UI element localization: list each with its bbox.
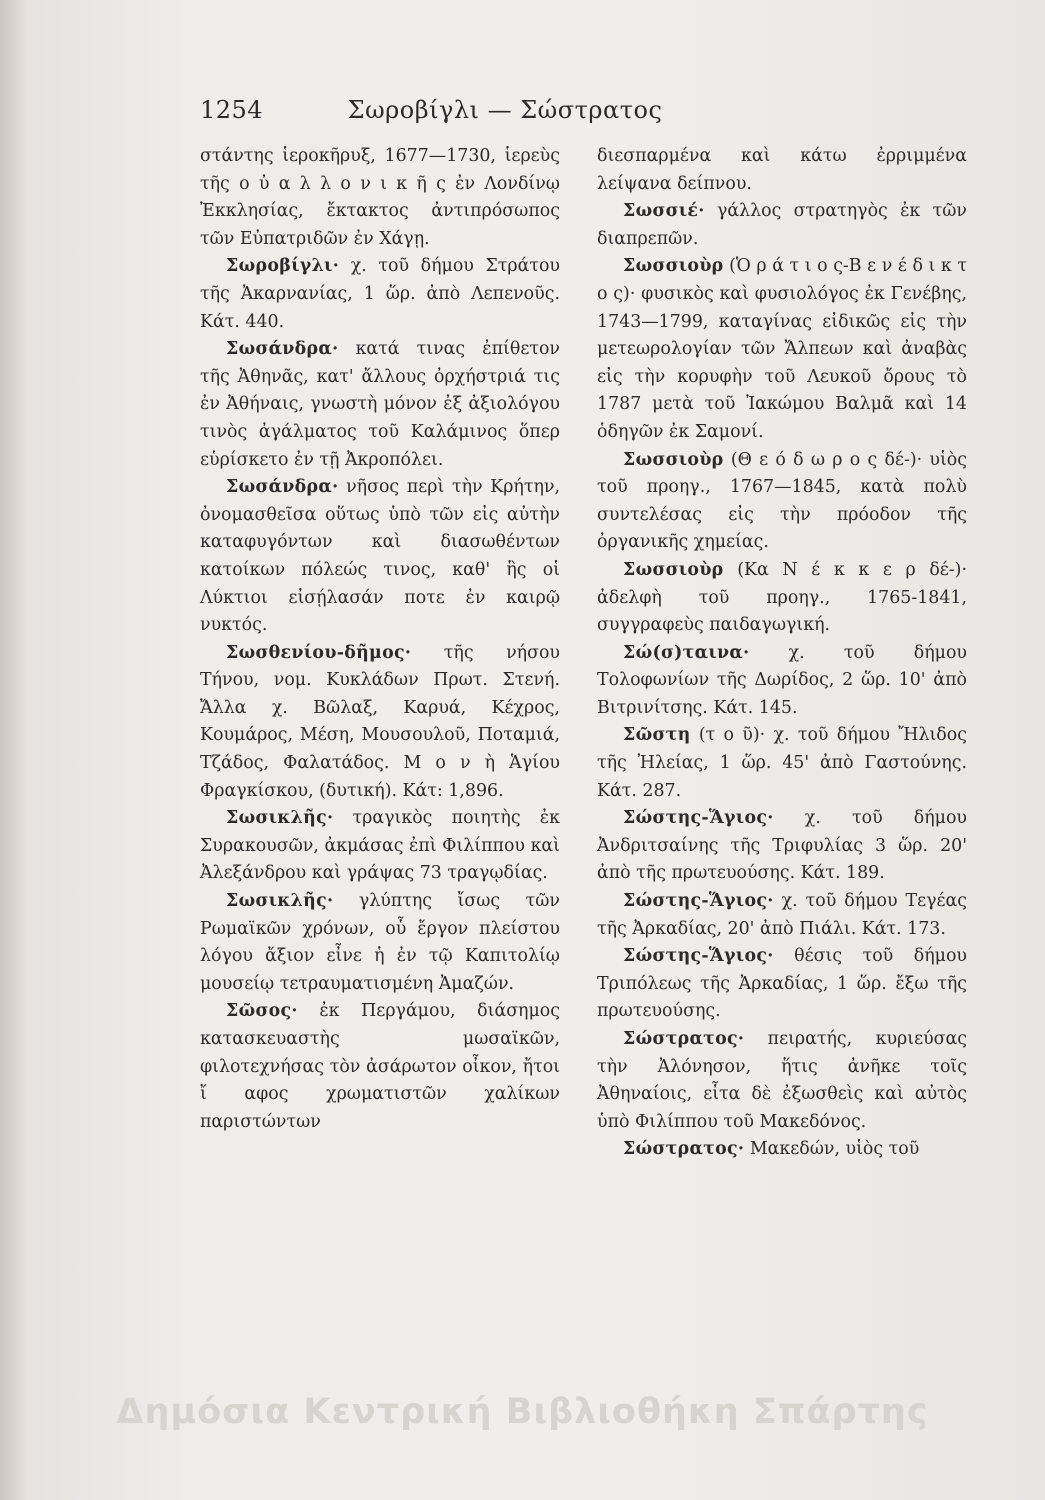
left-column — [200, 143, 560, 1136]
running-head: Σωροβίγλι — Σώστρατος — [347, 96, 663, 124]
dictionary-entry: Σωροβίγλι· χ. τοῦ δήμου Στράτου τῆς Ἀκαρνανίας, 1 ὥρ. ἀπὸ Λεπενοῦς. Κάτ. 440. — [200, 256, 561, 332]
page-header — [200, 96, 810, 136]
dictionary-entry: Σώστης-Ἅγιος· χ. τοῦ δήμου Τεγέας τῆς Ἀρκαδίας, 20' ἀπὸ Πιάλι. Κάτ. 173. — [597, 891, 968, 939]
dictionary-entry: Σωσικλῆς· γλύπτης ἴσως τῶν Ρωμαϊκῶν χρόνων, οὗ ἔργον πλείστου λόγου ἄξιον εἶνε ἡ ἐν τῷ Καπιτολίῳ μουσείῳ τετραυματισμένη Ἀμαζών. — [200, 891, 560, 994]
dictionary-entry: Σῶσος· ἐκ Περγάμου, διάσημος κατασκευαστὴς μωσαϊκῶν, φιλοτεχνήσας τὸν ἀσάρωτον οἶκον, ἤτοι ἴ αφος χρωματιστῶν χαλίκων παριστώντων — [200, 1001, 560, 1132]
page-number: 1254 — [200, 96, 264, 124]
dictionary-entry: Σῶστη (τ ο ῦ)· χ. τοῦ δήμου Ἤλιδος τῆς Ἠλείας, 1 ὥρ. 45' ἀπὸ Γαστούνης. Κάτ. 287. — [597, 725, 967, 801]
dictionary-entry: διεσπαρμένα καὶ κάτω ἐρριμμένα λείψανα δείπνου. — [597, 146, 967, 194]
dictionary-entry: Σώστης-Ἅγιος· θέσις τοῦ δήμου Τριπόλεως τῆς Ἀρκαδίας, 1 ὥρ. ἔξω τῆς πρωτευούσης. — [597, 946, 967, 1022]
dictionary-entry: Σωσσιοὺρ (Κα Ν έ κ κ ε ρ δέ-)· ἀδελφὴ τοῦ προηγ., 1765-1841, συγγραφεὺς παιδαγωγική. — [597, 559, 967, 636]
dictionary-entry: Σωσάνδρα· κατά τινας ἐπίθετον τῆς Ἀθηνᾶς, κατ' ἄλλους ὀρχήστριά τις ἐν Ἀθήναις, γνωστὴ μόνον ἐξ ἀξιολόγου τινὸς ἀγάλματος τοῦ Καλάμινος ὅπερ εὑρίσκετο ἐν τῇ Ἀκροπόλει. — [200, 339, 560, 470]
dictionary-entry: Σωσσιοὺρ (Θ ε ό δ ω ρ ο ς δέ-)· υἱὸς τοῦ προηγ., 1767—1845, κατὰ πολὺ συντελέσας εἰς τὴν πρόοδον τῆς ὀργανικῆς χημείας. — [597, 449, 967, 553]
dictionary-entry: Σωσάνδρα· νῆσος περὶ τὴν Κρήτην, ὀνομασθεῖσα οὕτως ὑπὸ τῶν εἰς αὐτὴν καταφυγόντων καὶ διασωθέντων κατοίκων πόλεώς τινος, καθ' ἣς οἱ Λύκτιοι εἰσῄλασάν ποτε ἐν καιρῷ νυκτός. — [200, 477, 560, 636]
dictionary-entry: στάντης ἱεροκῆρυξ, 1677—1730, ἱερεὺς τῆς ο ὐ α λ λ ο ν ι κ ῆ ς ἐν Λονδίνῳ Ἐκκλησίας, ἔκτακτος ἀντιπρόσωπος τῶν Εὐπατριδῶν ἐν Χάγῃ. — [200, 146, 560, 249]
dictionary-entry: Σώστρατος· πειρατής, κυριεύσας τὴν Ἀλόνησον, ἥτις ἀνῆκε τοῖς Ἀθηναίοις, εἶτα δὲ ἐξωσθεὶς καὶ αὐτὸς ὑπὸ Φιλίππου τοῦ Μακεδόνος. — [597, 1029, 968, 1132]
binding-shadow — [0, 0, 28, 1500]
dictionary-entry: Σωσικλῆς· τραγικὸς ποιητὴς ἐκ Συρακουσῶν, ἀκμάσας ἐπὶ Φιλίππου καὶ Ἀλεξάνδρου καὶ γράψας 73 τραγῳδίας. — [200, 808, 560, 884]
dictionary-entry: Σωσσιοὺρ (Ὁ ρ ά τ ι ο ς-Β ε ν έ δ ι κ τ ο ς)· φυσικὸς καὶ φυσιολόγος ἐκ Γενέβης, 1743—1799, καταγίνας εἰδικῶς εἰς τὴν μετεωρολογίαν τῶν Ἄλπεων καὶ ἀναβὰς εἰς τὴν κορυφὴν τοῦ Λευκοῦ ὄρους τὸ 1787 μετὰ τοῦ Ἰακώμου Βαλμᾶ καὶ 14 ὁδηγῶν ἐκ Σαμονί. — [597, 256, 967, 442]
dictionary-entry: Σωσσιέ· γάλλος στρατηγὸς ἐκ τῶν διαπρεπῶν. — [597, 201, 968, 249]
dictionary-entry: Σωσθενίου-δῆμος· τῆς νήσου Τήνου, νομ. Κυκλάδων Πρωτ. Στενή. Ἄλλα χ. Βῶλαξ, Καρυά, Κέχρος, Κουμάρος, Μέση, Μουσουλοῦ, Ποταμιά, Τζάδος, Φαλατάδος. Μ ο ν ὴ Ἁγίου Φραγκίσκου, (δυτική). Κάτ: 1,896. — [200, 642, 561, 801]
library-watermark: Δημόσια Κεντρική Βιβλιοθήκη Σπάρτης — [116, 1392, 929, 1432]
right-column — [597, 143, 967, 1164]
dictionary-entry: Σώ(σ)ταινα· χ. τοῦ δήμου Τολοφωνίων τῆς Δωρίδος, 2 ὥρ. 10' ἀπὸ Βιτρινίτσης. Κάτ. 145. — [597, 642, 967, 718]
dictionary-entry: Σώστρατος· Μακεδών, υἱὸς τοῦ — [623, 1139, 920, 1160]
dictionary-entry: Σώστης-Ἅγιος· χ. τοῦ δήμου Ἀνδριτσαίνης τῆς Τριφυλίας 3 ὥρ. 20' ἀπὸ τῆς πρωτευούσης. Κάτ. 189. — [597, 808, 967, 884]
